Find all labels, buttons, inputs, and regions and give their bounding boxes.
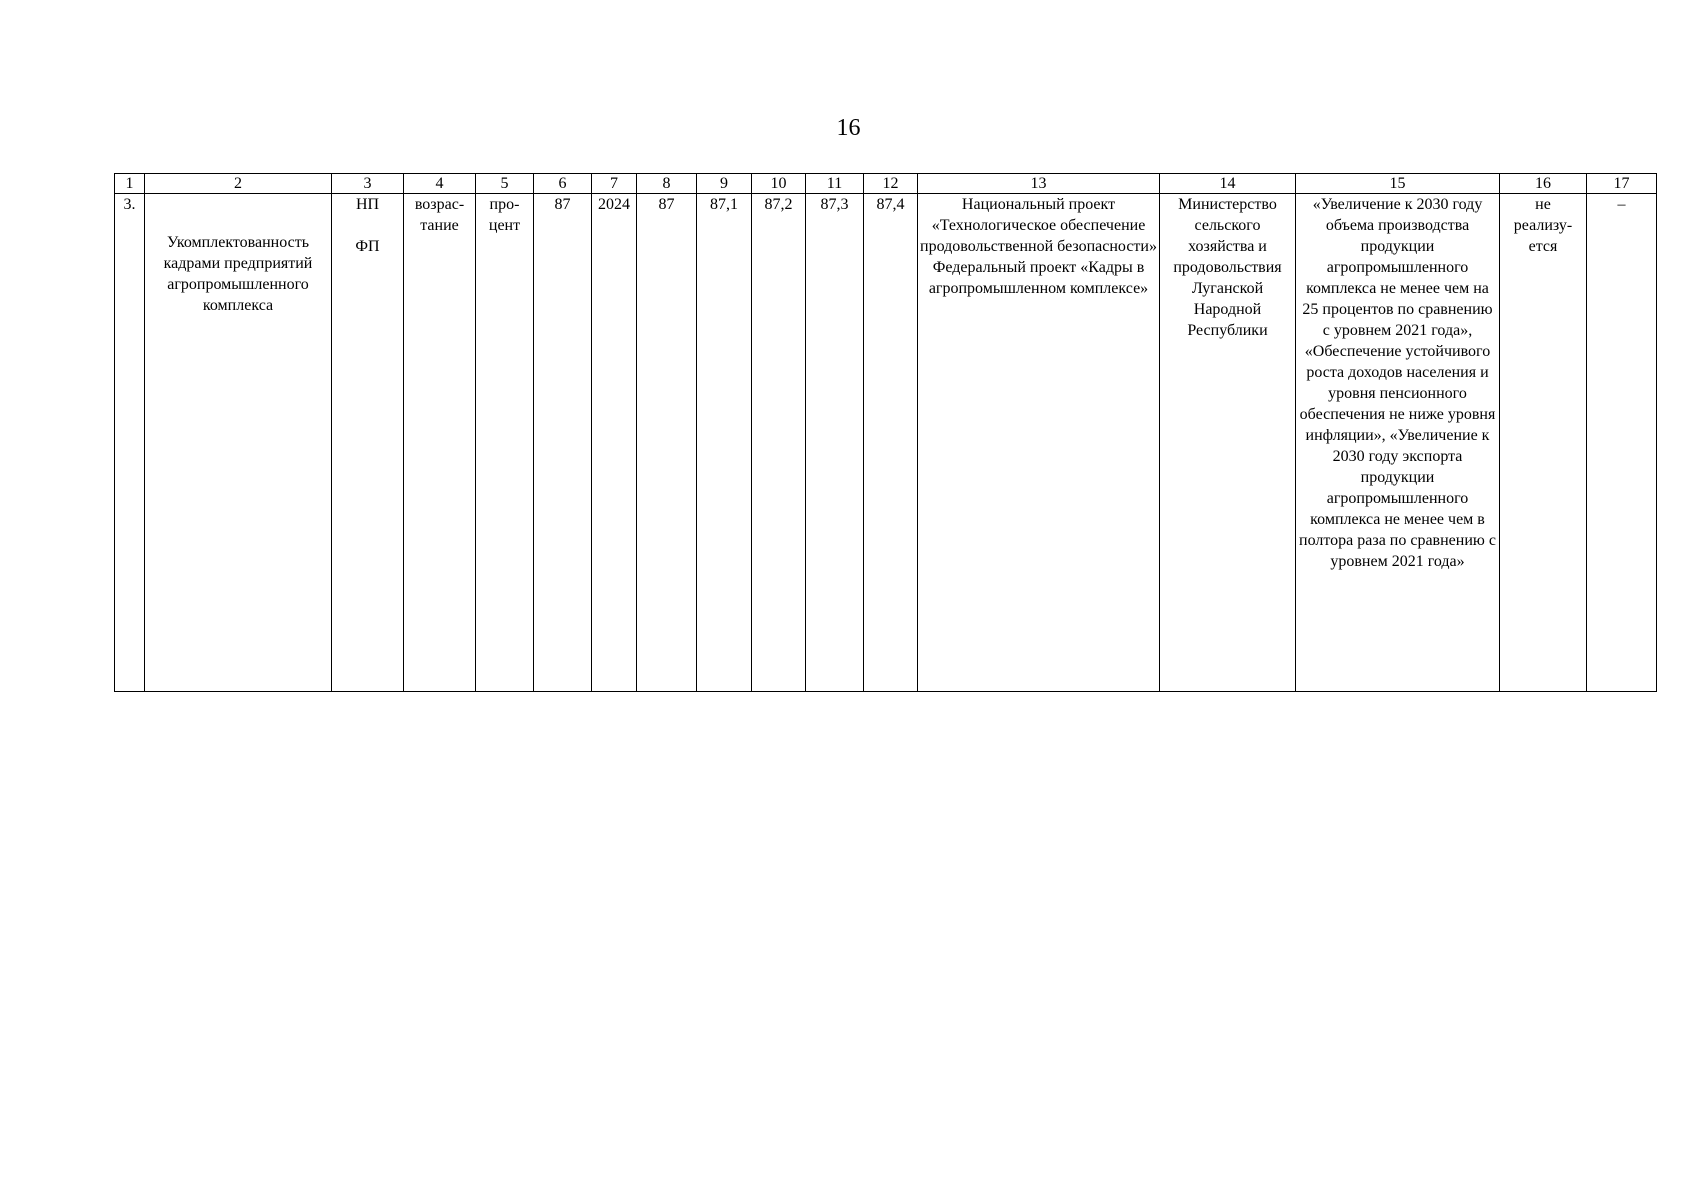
level-national-project: НП xyxy=(355,196,380,213)
header-col-16: 16 xyxy=(1500,174,1587,194)
projects-cell: Национальный проект «Технологическое обеспечение продовольственной безопасности» Федеральный проект «Кадры в агропромышленном комплексе» xyxy=(918,194,1160,692)
base-value-cell: 87 xyxy=(534,194,592,692)
base-year-cell: 2024 xyxy=(592,194,637,692)
header-col-11: 11 xyxy=(806,174,864,194)
header-col-14: 14 xyxy=(1160,174,1296,194)
unit-cell: про- цент xyxy=(476,194,534,692)
goals-cell: «Увеличение к 2030 году объема производства продукции агропромышленного комплекса не менее чем на 25 процентов по сравнению с уровнем 2021 года», «Обеспечение устойчивого роста доходов населения и уровня пенсионного обеспечения не ниже уровня инфляции», «Увеличение к 2030 году экспорта продукции агропромышленного комплекса не менее чем в полтора раза по сравнению с уровнем 2021 года» xyxy=(1296,194,1500,692)
table-row xyxy=(115,194,1657,692)
header-col-17: 17 xyxy=(1587,174,1657,194)
table-header xyxy=(115,174,1657,194)
header-col-2: 2 xyxy=(145,174,332,194)
header-col-13: 13 xyxy=(918,174,1160,194)
value-cell-8: 87 xyxy=(637,194,697,692)
level-federal-project: ФП xyxy=(355,238,380,255)
value-cell-11: 87,3 xyxy=(806,194,864,692)
page-number: 16 xyxy=(836,115,861,141)
level-cell xyxy=(332,194,404,692)
header-row xyxy=(115,174,1657,194)
gis-cell: не реализу- ется xyxy=(1500,194,1587,692)
header-col-8: 8 xyxy=(637,174,697,194)
header-col-9: 9 xyxy=(697,174,752,194)
header-col-15: 15 xyxy=(1296,174,1500,194)
indicators-table xyxy=(114,173,1657,692)
value-cell-10: 87,2 xyxy=(752,194,806,692)
level-spacer xyxy=(334,215,401,236)
header-col-3: 3 xyxy=(332,174,404,194)
header-col-1: 1 xyxy=(115,174,145,194)
value-cell-12: 87,4 xyxy=(864,194,918,692)
row-number: 3. xyxy=(115,194,145,692)
header-col-5: 5 xyxy=(476,174,534,194)
responsible-cell: Министерство сельского хозяйства и продовольствия Луганской Народной Республики xyxy=(1160,194,1296,692)
header-col-10: 10 xyxy=(752,174,806,194)
note-cell: – xyxy=(1587,194,1657,692)
value-cell-9: 87,1 xyxy=(697,194,752,692)
trend-cell: возрас- тание xyxy=(404,194,476,692)
header-col-12: 12 xyxy=(864,174,918,194)
header-col-6: 6 xyxy=(534,174,592,194)
table-body xyxy=(115,194,1657,692)
indicator-name: Укомплектованность кадрами предприятий агропромышленного комплекса xyxy=(145,194,332,692)
header-col-4: 4 xyxy=(404,174,476,194)
header-col-7: 7 xyxy=(592,174,637,194)
